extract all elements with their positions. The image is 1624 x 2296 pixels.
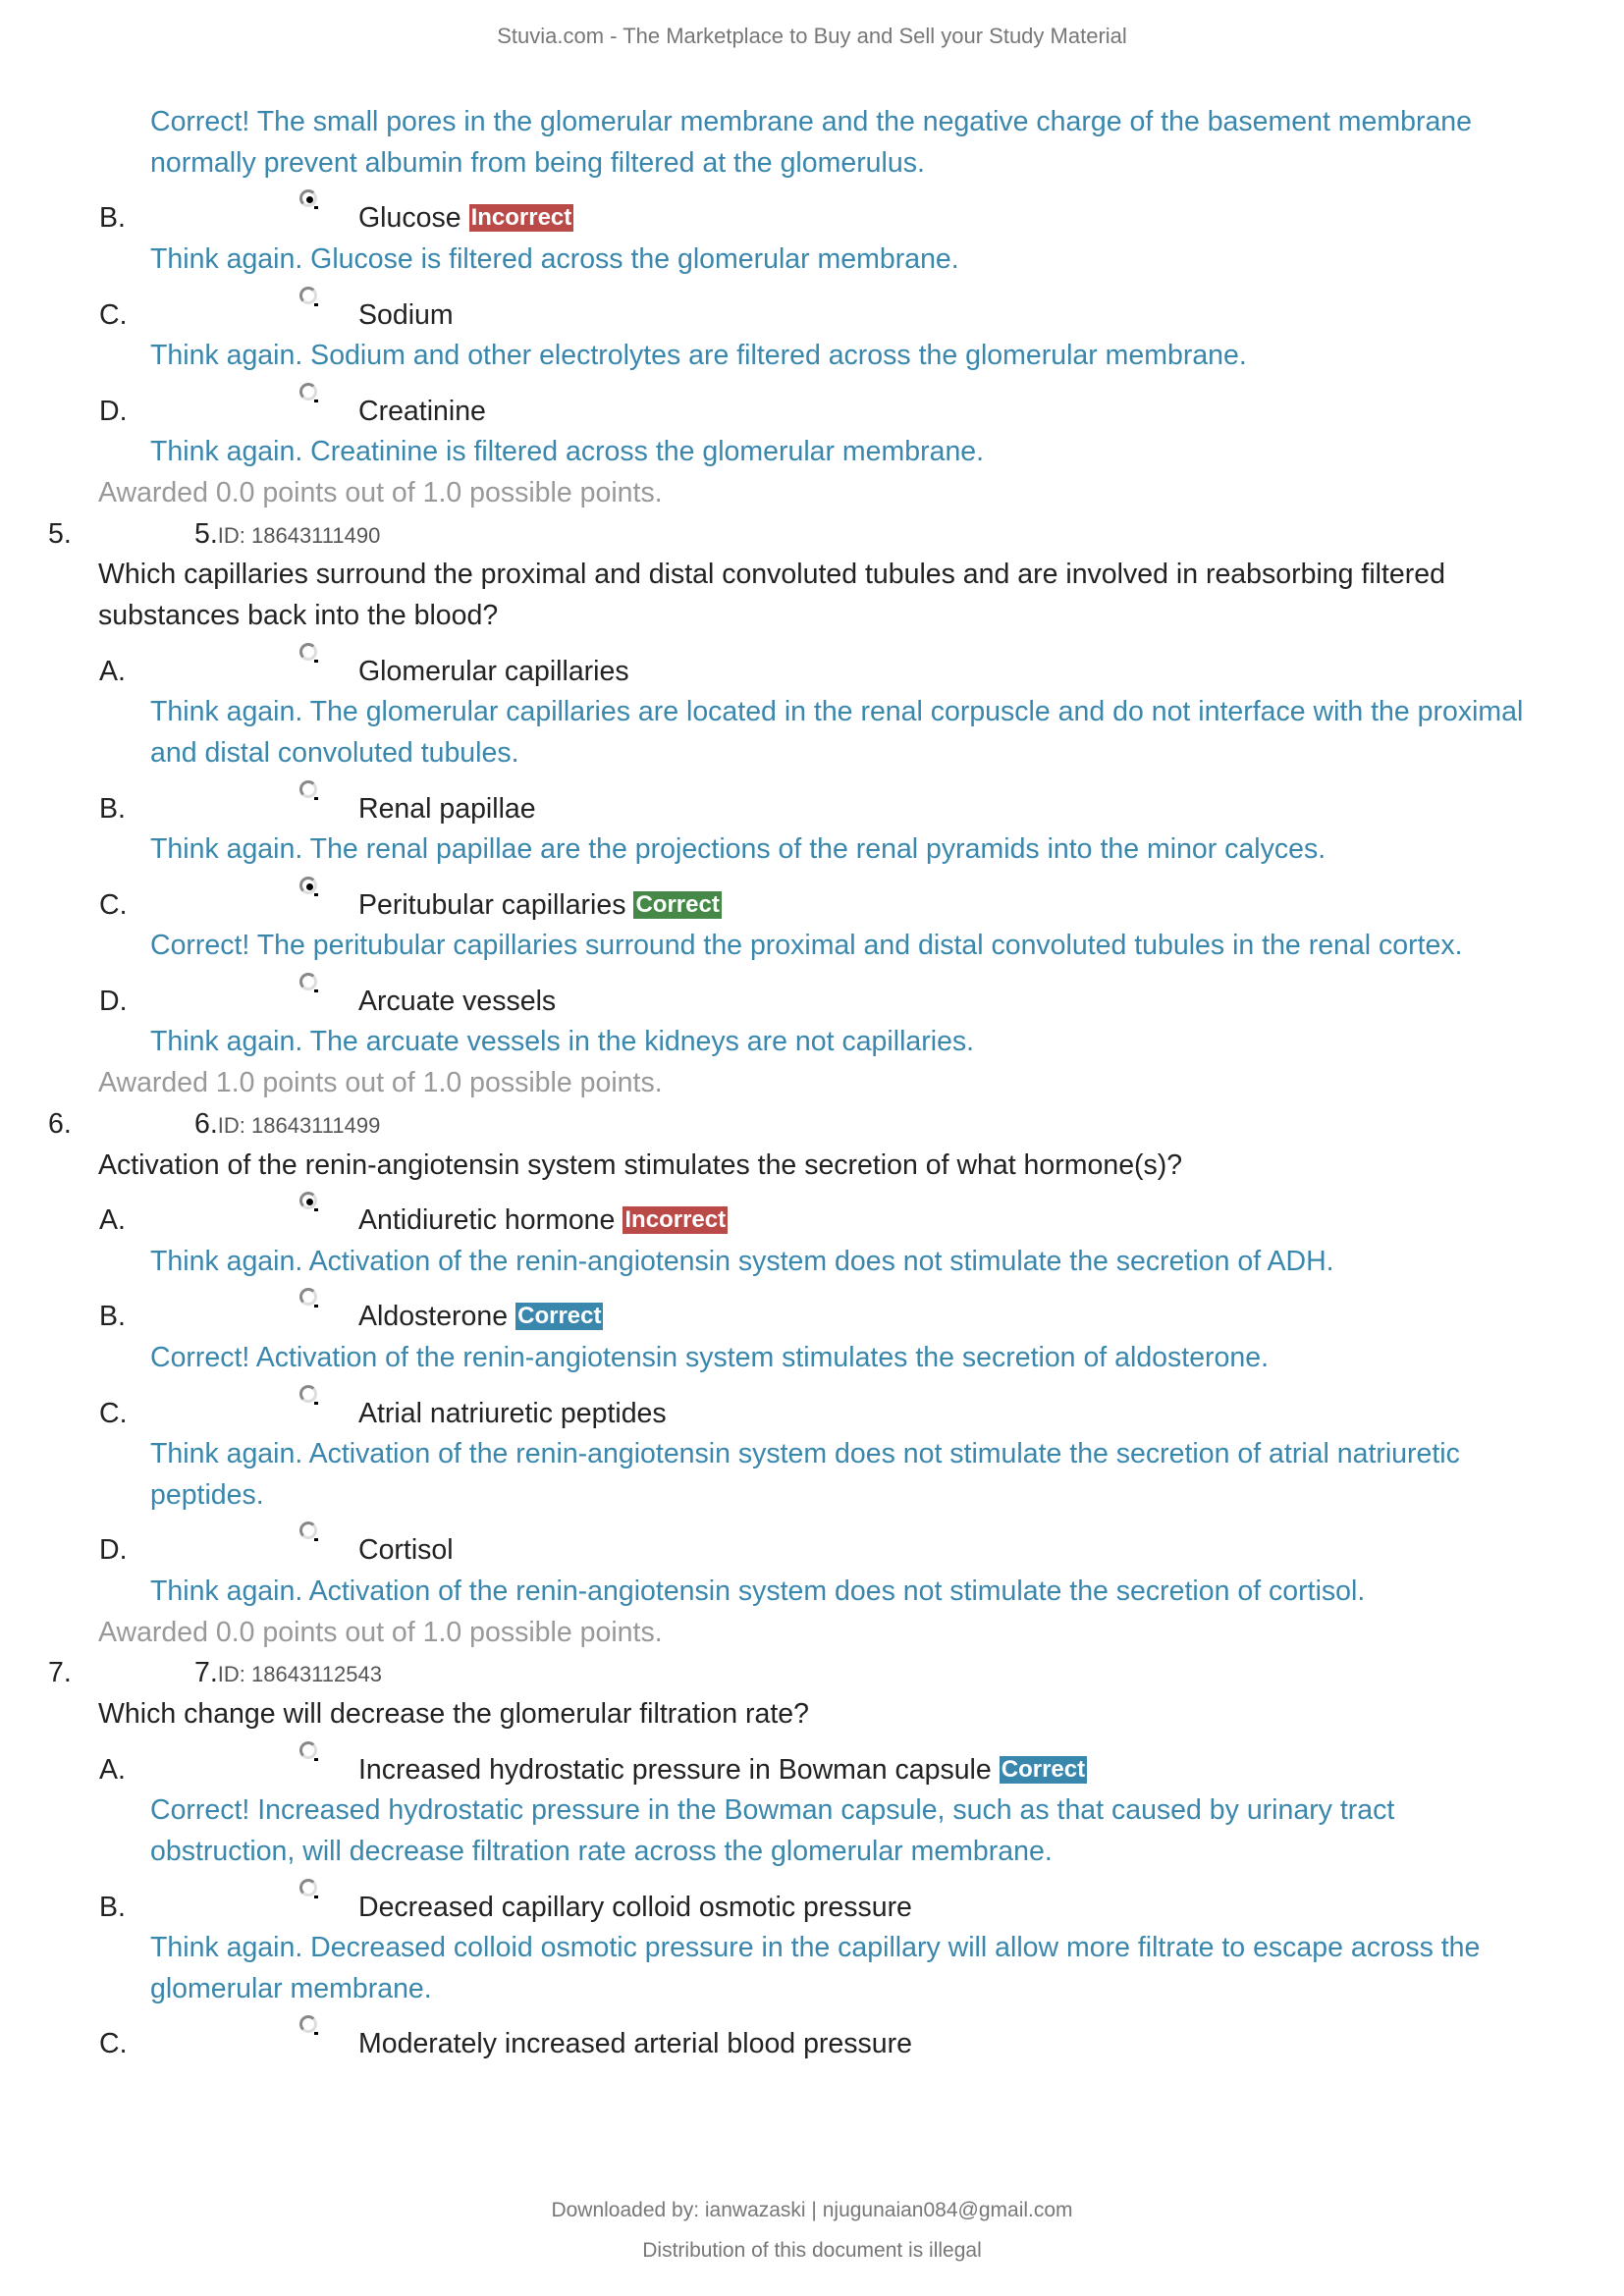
answer-option[interactable] xyxy=(0,1186,1624,1242)
answer-option[interactable] xyxy=(0,184,1624,240)
option-text: Creatinine xyxy=(358,395,486,427)
radio-unselected-icon[interactable] xyxy=(299,2015,317,2033)
awarded-points: Awarded 0.0 points out of 1.0 possible points. xyxy=(98,476,663,508)
option-letter: D. xyxy=(99,395,128,427)
footer-distribution-notice: Distribution of this document is illegal xyxy=(642,2239,982,2262)
feedback-text: Correct! The peritubular capillaries surround the proximal and distal convoluted tubules in the renal cortex. xyxy=(150,930,1463,962)
option-label-group xyxy=(358,981,556,1022)
feedback-text: Think again. The glomerular capillaries are located in the renal corpuscle and do not interface with the proximal xyxy=(150,696,1524,728)
option-letter: C. xyxy=(99,1397,128,1429)
option-label-group xyxy=(358,391,486,432)
feedback-text: glomerular membrane. xyxy=(150,1972,432,2004)
answer-option[interactable] xyxy=(0,1282,1624,1338)
option-label-group xyxy=(358,1200,728,1241)
question-id-group xyxy=(194,514,380,557)
answer-option[interactable] xyxy=(0,1379,1624,1435)
radio-unselected-icon[interactable] xyxy=(299,1879,317,1896)
option-letter: D. xyxy=(99,1534,128,1567)
radio-unselected-icon[interactable] xyxy=(299,1385,317,1403)
correct-badge: Correct xyxy=(635,890,720,918)
question-id-group xyxy=(194,1104,380,1147)
option-label-group xyxy=(358,197,573,239)
answer-option[interactable] xyxy=(0,871,1624,927)
question-number: 7. xyxy=(48,1657,72,1689)
option-label-group xyxy=(358,1887,912,1928)
option-text: Decreased capillary colloid osmotic pressure xyxy=(358,1891,912,1923)
answer-option[interactable] xyxy=(0,1735,1624,1791)
page-header: Stuvia.com - The Marketplace to Buy and Sell your Study Material xyxy=(497,24,1127,48)
quiz-review-content xyxy=(0,102,1624,2065)
footer-downloaded-by: Downloaded by: ianwazaski | njugunaian084@gmail.com xyxy=(551,2199,1073,2221)
radio-unselected-icon[interactable] xyxy=(299,383,317,400)
awarded-points: Awarded 1.0 points out of 1.0 possible points. xyxy=(98,1067,663,1099)
question-number-inline: 5. xyxy=(194,517,218,550)
answer-option[interactable] xyxy=(0,281,1624,337)
incorrect-badge: Incorrect xyxy=(470,204,572,232)
option-label-group xyxy=(358,788,536,829)
option-label-group xyxy=(358,884,722,926)
option-label-group xyxy=(358,1393,667,1434)
option-letter: C. xyxy=(99,298,128,331)
feedback-text: Think again. The renal papillae are the projections of the renal pyramids into the minor calyces. xyxy=(150,833,1326,866)
radio-unselected-icon[interactable] xyxy=(299,1288,317,1306)
question-header xyxy=(0,514,1624,556)
option-text: Glucose xyxy=(358,202,461,235)
feedback-text: Think again. Sodium and other electrolytes are filtered across the glomerular membrane. xyxy=(150,340,1247,372)
option-label-group xyxy=(358,651,629,692)
radio-unselected-icon[interactable] xyxy=(299,973,317,990)
option-text: Antidiuretic hormone xyxy=(358,1204,616,1237)
question-text: Which change will decrease the glomerular filtration rate? xyxy=(98,1698,809,1730)
option-letter: A. xyxy=(99,1204,126,1237)
option-label-group xyxy=(358,1749,1087,1790)
question-header xyxy=(0,1653,1624,1694)
question-number-inline: 7. xyxy=(194,1657,218,1689)
question-id: ID: 18643111499 xyxy=(217,1112,381,1138)
option-text: Aldosterone xyxy=(358,1301,509,1333)
option-text: Sodium xyxy=(358,298,454,331)
radio-unselected-icon[interactable] xyxy=(299,1741,317,1759)
feedback-text: Think again. Activation of the renin-angiotensin system does not stimulate the secretion of atrial natriuretic xyxy=(150,1438,1460,1470)
option-letter: A. xyxy=(99,655,126,687)
feedback-text: obstruction, will decrease filtration rate across the glomerular membrane. xyxy=(150,1835,1053,1867)
feedback-text: peptides. xyxy=(150,1478,264,1511)
option-text: Peritubular capillaries xyxy=(358,888,626,921)
radio-selected-icon[interactable] xyxy=(299,189,317,207)
incorrect-badge: Incorrect xyxy=(624,1206,727,1234)
answer-option[interactable] xyxy=(0,774,1624,830)
option-letter: B. xyxy=(99,202,126,235)
feedback-text: Think again. The arcuate vessels in the kidneys are not capillaries. xyxy=(150,1026,975,1058)
feedback-text: Correct! Activation of the renin-angiotensin system stimulates the secretion of aldosterone. xyxy=(150,1341,1269,1373)
question-number-inline: 6. xyxy=(194,1107,218,1140)
option-label-group xyxy=(358,294,454,336)
option-letter: B. xyxy=(99,1891,126,1923)
radio-unselected-icon[interactable] xyxy=(299,1522,317,1539)
option-text: Renal papillae xyxy=(358,792,536,825)
feedback-text: Think again. Creatinine is filtered across the glomerular membrane. xyxy=(150,436,985,468)
option-text: Moderately increased arterial blood pressure xyxy=(358,2028,912,2060)
radio-unselected-icon[interactable] xyxy=(299,780,317,798)
answer-option[interactable] xyxy=(0,2009,1624,2065)
question-text: Activation of the renin-angiotensin system stimulates the secretion of what hormone(s)? xyxy=(98,1148,1183,1181)
question-text: substances back into the blood? xyxy=(98,600,499,631)
feedback-text: Correct! Increased hydrostatic pressure in the Bowman capsule, such as that caused by urinary tract xyxy=(150,1794,1395,1827)
option-letter: C. xyxy=(99,888,128,921)
feedback-text: normally prevent albumin from being filtered at the glomerulus. xyxy=(150,146,925,179)
question-header xyxy=(0,1104,1624,1146)
radio-selected-icon[interactable] xyxy=(299,1192,317,1209)
option-letter: C. xyxy=(99,2028,128,2060)
radio-unselected-icon[interactable] xyxy=(299,287,317,304)
question-id: ID: 18643111490 xyxy=(217,522,381,548)
awarded-points: Awarded 0.0 points out of 1.0 possible points. xyxy=(98,1616,663,1648)
correct-badge: Correct xyxy=(517,1303,602,1330)
correct-badge: Correct xyxy=(1001,1755,1086,1783)
option-text: Cortisol xyxy=(358,1534,454,1567)
option-letter: D. xyxy=(99,985,128,1017)
question-id: ID: 18643112543 xyxy=(217,1662,382,1687)
feedback-text: Think again. Decreased colloid osmotic pressure in the capillary will allow more filtrate to escape across the xyxy=(150,1932,1481,1964)
option-label-group xyxy=(358,1529,454,1571)
option-letter: B. xyxy=(99,1301,126,1333)
option-text: Glomerular capillaries xyxy=(358,655,629,687)
option-text: Increased hydrostatic pressure in Bowman capsule xyxy=(358,1753,992,1786)
option-label-group xyxy=(358,2023,912,2064)
question-number: 6. xyxy=(48,1107,72,1140)
question-text: Which capillaries surround the proximal and distal convoluted tubules and are involved in reabsorbing filtered xyxy=(98,559,1445,591)
answer-option[interactable] xyxy=(0,637,1624,693)
option-letter: A. xyxy=(99,1753,126,1786)
answer-option[interactable] xyxy=(0,377,1624,433)
option-letter: B. xyxy=(99,792,126,825)
option-text: Atrial natriuretic peptides xyxy=(358,1397,667,1429)
feedback-text: Think again. Activation of the renin-angiotensin system does not stimulate the secretion of ADH. xyxy=(150,1245,1334,1277)
radio-unselected-icon[interactable] xyxy=(299,643,317,661)
feedback-text: Think again. Activation of the renin-angiotensin system does not stimulate the secretion of cortisol. xyxy=(150,1575,1366,1607)
option-label-group xyxy=(358,1296,603,1337)
option-text: Arcuate vessels xyxy=(358,985,557,1017)
answer-option[interactable] xyxy=(0,967,1624,1023)
radio-selected-icon[interactable] xyxy=(299,877,317,894)
feedback-text: Think again. Glucose is filtered across the glomerular membrane. xyxy=(150,242,959,275)
question-id-group xyxy=(194,1653,382,1695)
feedback-text: and distal convoluted tubules. xyxy=(150,736,519,769)
answer-option[interactable] xyxy=(0,1516,1624,1572)
question-number: 5. xyxy=(48,517,72,550)
answer-option[interactable] xyxy=(0,1873,1624,1929)
feedback-text: Correct! The small pores in the glomerular membrane and the negative charge of the basement membrane xyxy=(150,106,1473,137)
